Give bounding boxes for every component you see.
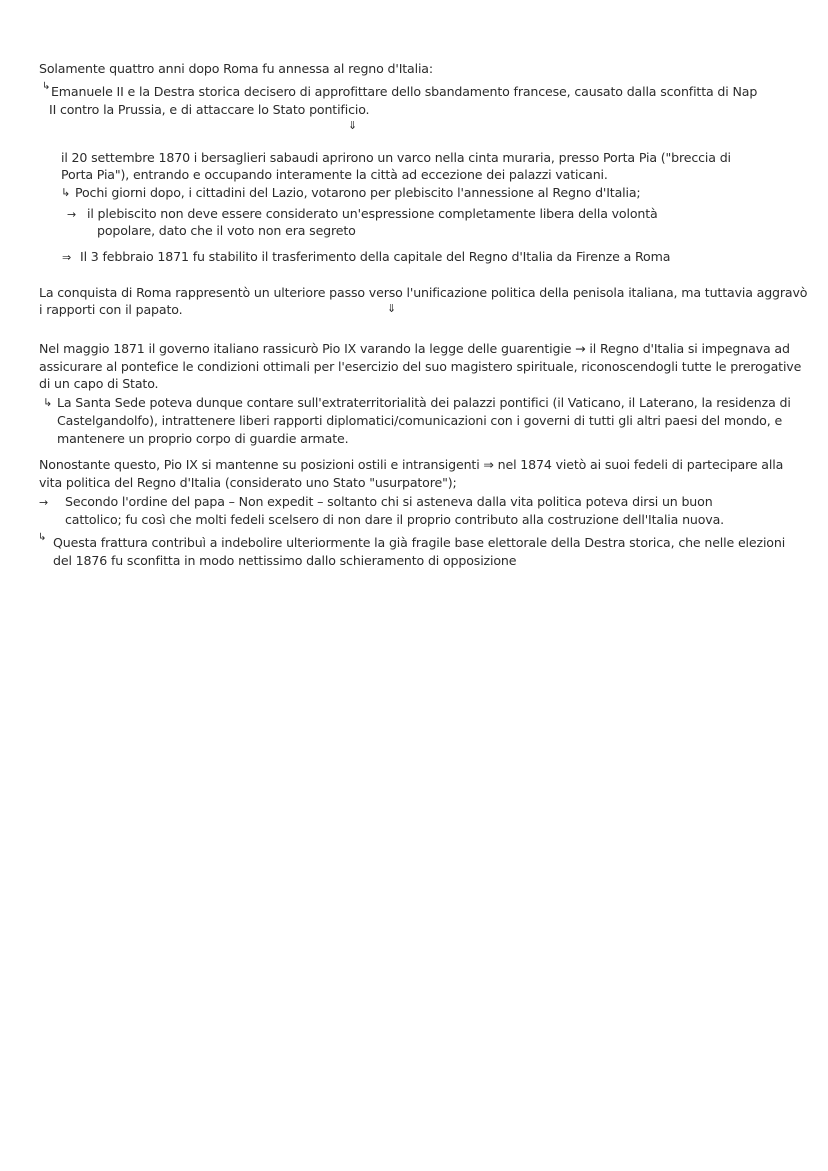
text-line: Nonostante questo, Pio IX si mantenne su posizioni ostili e intransigenti ⇒ nel 1874 vietò ai suoi fedeli di partecipare alla <box>39 457 784 472</box>
hook-arrow-icon: ↳ <box>42 81 51 92</box>
text-line: Nel maggio 1871 il governo italiano rassicurò Pio IX varando la legge delle guarentigie → il Regno d'Italia si impegnava ad <box>39 341 790 356</box>
text-line: Il 3 febbraio 1871 fu stabilito il trasferimento della capitale del Regno d'Italia da Firenze a Roma <box>80 249 671 264</box>
text-line: il plebiscito non deve essere considerato un'espressione completamente libera della volontà <box>87 206 658 221</box>
text-line: Solamente quattro anni dopo Roma fu annessa al regno d'Italia: <box>39 61 433 76</box>
text-line: di un capo di Stato. <box>39 376 159 391</box>
text-line: cattolico; fu così che molti fedeli scelsero di non dare il proprio contributo alla costruzione dell'Italia nuova. <box>65 512 725 527</box>
text-line: Emanuele II e la Destra storica decisero di approfittare dello sbandamento francese, causato dalla sconfitta di Nap <box>51 84 758 99</box>
text-line: Secondo l'ordine del papa – Non expedit – soltanto chi si asteneva dalla vita politica poteva dirsi un buon <box>65 494 713 509</box>
text-line: i rapporti con il papato. <box>39 302 183 317</box>
text-line: popolare, dato che il voto non era segreto <box>97 223 356 238</box>
double-down-arrow-icon: ⇓ <box>348 119 358 132</box>
right-arrow-icon: → <box>39 496 49 509</box>
text-line: Castelgandolfo), intrattenere liberi rapporti diplomatici/comunicazioni con i governi di tutti gli altri paesi del mondo, e <box>57 413 783 428</box>
text-line: assicurare al pontefice le condizioni ottimali per l'esercizio del suo magistero spirituale, riconoscendogli tutte le prerogative <box>39 359 802 374</box>
text-line: La Santa Sede poteva dunque contare sull'extraterritorialità dei palazzi pontifici (il Vaticano, il Laterano, la residenza di <box>57 395 791 410</box>
text-line: La conquista di Roma rappresentò un ulteriore passo verso l'unificazione politica della penisola italiana, ma tuttavia aggravò <box>39 285 808 300</box>
double-right-arrow-icon: ⇒ <box>62 251 72 264</box>
double-down-arrow-icon: ⇓ <box>387 302 397 315</box>
text-line: il 20 settembre 1870 i bersaglieri sabaudi aprirono un varco nella cinta muraria, presso Porta Pia ("breccia di <box>61 150 731 165</box>
text-line: II contro la Prussia, e di attaccare lo Stato pontificio. <box>49 102 370 117</box>
text-line: Questa frattura contribuì a indebolire ulteriormente la già fragile base elettorale della Destra storica, che nelle elezioni <box>53 535 786 550</box>
text-line: del 1876 fu sconfitta in modo nettissimo dallo schieramento di opposizione <box>53 553 517 568</box>
text-line: vita politica del Regno d'Italia (considerato uno Stato "usurpatore"); <box>39 475 457 490</box>
right-arrow-icon: → <box>67 208 77 221</box>
text-line: Pochi giorni dopo, i cittadini del Lazio, votarono per plebiscito l'annessione al Regno d'Italia; <box>75 185 641 200</box>
text-line: mantenere un proprio corpo di guardie armate. <box>57 431 349 446</box>
hook-arrow-icon: ↳ <box>38 532 47 543</box>
hook-arrow-icon: ↳ <box>61 186 71 199</box>
text-line: Porta Pia"), entrando e occupando interamente la città ad eccezione dei palazzi vaticani. <box>61 167 608 182</box>
hook-arrow-icon: ↳ <box>43 396 53 409</box>
